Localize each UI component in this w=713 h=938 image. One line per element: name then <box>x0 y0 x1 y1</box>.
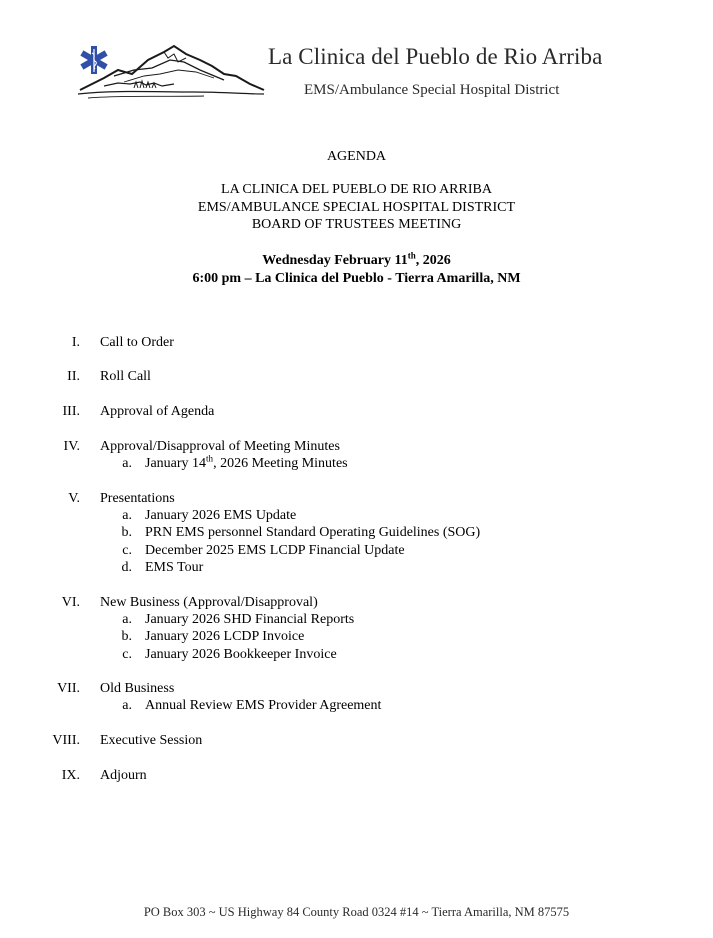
agenda-heading <box>0 148 713 166</box>
sub-item-letter: a. <box>122 612 132 627</box>
item-number: VI. <box>61 595 80 610</box>
meeting-date-year: , 2026 <box>415 253 451 268</box>
sub-item-letter: c. <box>122 647 132 662</box>
sub-item: December 2025 EMS LCDP Financial Update <box>145 543 405 558</box>
logo <box>74 40 266 102</box>
sub-item: January 2026 LCDP Invoice <box>145 629 305 644</box>
item-number: V. <box>68 491 80 506</box>
sub-item-letter: a. <box>122 456 132 471</box>
board-heading <box>0 181 713 234</box>
item-number: VIII. <box>52 733 80 748</box>
board-line-1: LA CLINICA DEL PUEBLO DE RIO ARRIBA <box>221 182 492 197</box>
footer-address: PO Box 303 ~ US Highway 84 County Road 0324 #14 ~ Tierra Amarilla, NM 87575 <box>143 905 570 919</box>
item-number: IV. <box>63 439 80 454</box>
org-subtitle: EMS/Ambulance Special Hospital District <box>304 82 560 98</box>
item-number: I. <box>71 335 80 350</box>
meeting-time-location: 6:00 pm – La Clinica del Pueblo - Tierra Amarilla, NM <box>192 270 521 286</box>
sub-item-letter: b. <box>121 525 132 540</box>
agenda-item-roll-call: Roll Call <box>100 369 151 384</box>
sub-item-letter: d. <box>121 560 132 575</box>
agenda-item-approval-of-agenda: Approval of Agenda <box>100 404 215 419</box>
sub-item: Annual Review EMS Provider Agreement <box>145 698 382 713</box>
item-number: VII. <box>57 681 80 696</box>
meeting-date-suffix: th <box>407 250 416 261</box>
item-number: IX. <box>61 768 80 783</box>
star-of-life-icon <box>80 46 107 74</box>
sub-item-text: January 14 <box>145 456 207 471</box>
sub-item-letter: a. <box>122 698 132 713</box>
sub-item: January 2026 EMS Update <box>145 508 297 523</box>
item-number: II. <box>67 369 80 384</box>
org-name: La Clinica del Pueblo de Rio Arriba <box>268 44 603 69</box>
agenda-item-executive-session: Executive Session <box>100 733 203 748</box>
sub-item-letter: a. <box>122 508 132 523</box>
sub-item-january-minutes <box>145 455 348 472</box>
agenda-item-meeting-minutes: Approval/Disapproval of Meeting Minutes <box>100 439 340 454</box>
sub-item-letter: c. <box>122 543 132 558</box>
sub-item: PRN EMS personnel Standard Operating Guidelines (SOG) <box>145 525 481 540</box>
agenda-word: AGENDA <box>326 149 387 164</box>
sub-item-suffix: th <box>206 453 214 464</box>
agenda-item-call-to-order: Call to Order <box>100 335 174 350</box>
sub-item: January 2026 Bookkeeper Invoice <box>145 647 337 662</box>
sub-item: EMS Tour <box>145 560 204 575</box>
agenda-item-presentations: Presentations <box>100 491 175 506</box>
board-line-2: EMS/AMBULANCE SPECIAL HOSPITAL DISTRICT <box>197 199 516 215</box>
item-number: III. <box>62 404 80 419</box>
meeting-date-text: Wednesday February 11 <box>262 253 408 268</box>
agenda-item-old-business: Old Business <box>100 681 175 696</box>
sub-item-letter: b. <box>121 629 132 644</box>
meeting-date <box>0 252 713 270</box>
agenda-item-adjourn: Adjourn <box>100 768 147 783</box>
sub-item: January 2026 SHD Financial Reports <box>145 612 355 627</box>
meeting-details <box>0 252 713 287</box>
board-line-3: BOARD OF TRUSTEES MEETING <box>251 217 462 232</box>
agenda-item-new-business: New Business (Approval/Disapproval) <box>100 595 318 610</box>
sub-item-text-end: , 2026 Meeting Minutes <box>213 456 348 471</box>
